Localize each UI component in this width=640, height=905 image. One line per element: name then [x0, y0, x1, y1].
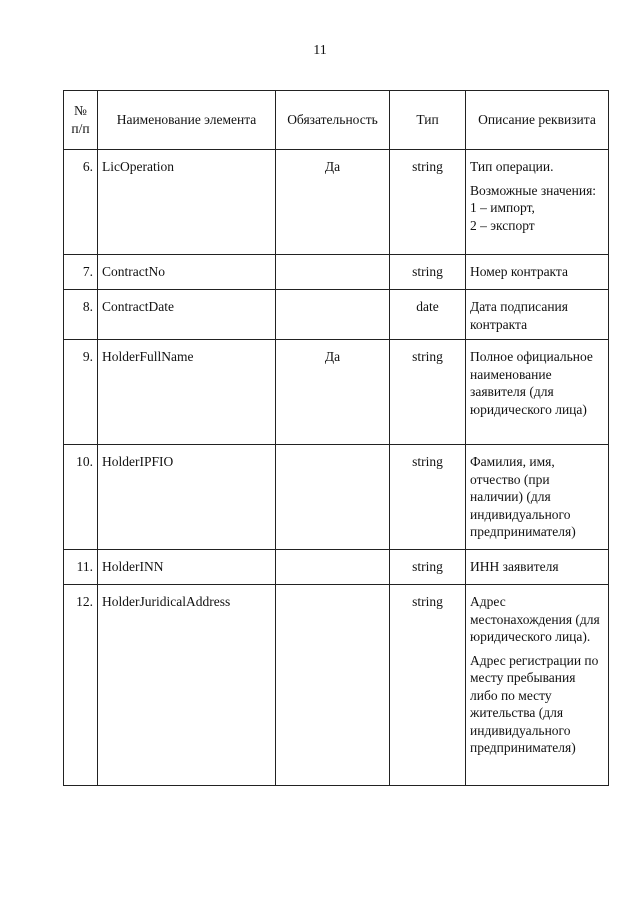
description-paragraph: Номер контракта [470, 264, 568, 279]
table-row [64, 585, 609, 786]
row-type: string [390, 585, 466, 786]
row-required [276, 255, 390, 290]
row-element-name: ContractNo [98, 255, 276, 290]
description-paragraph: Фамилия, имя, отчество (при наличии) (для индивидуального предпринимателя) [470, 454, 576, 540]
description-paragraph: Полное официальное наименование заявителя (для юридического лица) [470, 349, 593, 417]
row-element-name: ContractDate [98, 290, 276, 340]
row-num: 10. [64, 445, 98, 550]
row-required [276, 290, 390, 340]
row-type: string [390, 340, 466, 445]
row-description [466, 585, 609, 786]
description-paragraph: ИНН заявителя [470, 559, 559, 575]
row-description [466, 150, 609, 255]
row-element-name: HolderIPFIO [98, 445, 276, 550]
header-name: Наименование элемента [98, 91, 276, 150]
table-row [64, 445, 609, 550]
header-required: Обязательность [276, 91, 390, 150]
row-element-name: HolderFullName [98, 340, 276, 445]
table-row [64, 255, 609, 290]
description-paragraph: Адрес местонахождения (для юридического лица). [470, 594, 600, 645]
table-row [64, 340, 609, 445]
header-type: Тип [390, 91, 466, 150]
description-paragraph: Тип операции. [470, 159, 554, 174]
requisites-table [63, 90, 609, 786]
row-required [276, 445, 390, 550]
description-paragraph: Дата подписания контракта [470, 299, 568, 332]
row-required: Да [276, 150, 390, 255]
row-required [276, 550, 390, 585]
row-description [466, 340, 609, 445]
row-required [276, 585, 390, 786]
header-description: Описание реквизита [466, 91, 609, 150]
row-type: string [390, 255, 466, 290]
description-paragraph: Возможные значения: 1 – импорт, 2 – экспорт [470, 182, 597, 233]
row-type: string [390, 445, 466, 550]
row-type: string [390, 150, 466, 255]
row-description [466, 445, 609, 550]
row-description [466, 255, 609, 290]
row-element-name: LicOperation [98, 150, 276, 255]
row-description [466, 550, 609, 585]
row-num: 11. [64, 550, 98, 585]
header-num: № п/п [64, 91, 98, 150]
row-num: 12. [64, 585, 98, 786]
description-paragraph: Адрес регистрации по месту пребывания либо по месту жительства (для индивидуального предпринимателя) [470, 652, 599, 756]
row-num: 6. [64, 150, 98, 255]
row-num: 9. [64, 340, 98, 445]
page-number: 11 [313, 43, 327, 58]
row-type: date [390, 290, 466, 340]
row-element-name: HolderINN [98, 550, 276, 585]
table-row [64, 550, 609, 585]
row-num: 8. [64, 290, 98, 340]
table-header-row [64, 91, 609, 150]
row-num: 7. [64, 255, 98, 290]
row-description [466, 290, 609, 340]
row-element-name: HolderJuridicalAddress [98, 585, 276, 786]
table-row [64, 290, 609, 340]
row-required: Да [276, 340, 390, 445]
row-type: string [390, 550, 466, 585]
table-row [64, 150, 609, 255]
